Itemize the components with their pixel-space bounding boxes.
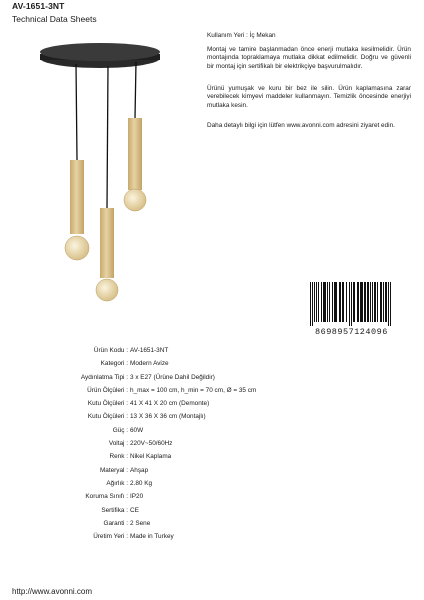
spec-value: 3 x E27 (Ürüne Dahil Değildir) — [130, 373, 215, 381]
spec-label: Koruma Sınıfı : — [85, 493, 128, 501]
spec-label: Kategori : — [100, 360, 128, 368]
spec-value: 41 X 41 X 20 cm (Demonte) — [130, 400, 210, 408]
barcode-bar — [377, 282, 378, 322]
spec-row — [30, 371, 256, 384]
usage-location: Kullanım Yeri : İç Mekan — [207, 32, 276, 39]
barcode-bar — [318, 282, 319, 322]
spec-value: Ahşap — [130, 466, 149, 474]
spec-label: Materyal : — [99, 466, 128, 474]
cord-left — [76, 64, 77, 160]
barcode-bar — [374, 282, 376, 322]
barcode-bar — [310, 282, 311, 326]
barcode-bar — [329, 282, 330, 322]
spec-row — [30, 504, 256, 517]
spec-label: Kutu Ölçüleri : — [87, 413, 128, 421]
spec-row — [30, 410, 256, 423]
wood-tube-left — [70, 160, 84, 234]
spec-row — [30, 530, 256, 543]
barcode-bar — [388, 282, 389, 326]
barcode-bar — [339, 282, 341, 322]
barcode-bar — [351, 282, 352, 326]
spec-row — [30, 517, 256, 530]
barcode-bar — [323, 282, 326, 322]
spec-value: 2.80 Kg — [130, 479, 153, 487]
barcode-bar — [342, 282, 344, 322]
spec-value: 220V~50/60Hz — [130, 440, 173, 448]
document-subtitle: Technical Data Sheets — [12, 14, 97, 24]
barcode-bar — [367, 282, 369, 322]
barcode-bar — [360, 282, 363, 322]
spec-row — [30, 477, 256, 490]
spec-value: AV-1651-3NT — [130, 347, 169, 354]
bulb-right — [124, 189, 146, 211]
footer-url[interactable]: http://www.avonni.com — [12, 587, 93, 596]
spec-row — [30, 437, 256, 450]
barcode-bar — [346, 282, 347, 322]
spec-label: Ürün Kodu : — [93, 347, 128, 354]
bulb-middle — [96, 279, 118, 301]
wood-tube-middle — [100, 208, 114, 278]
spec-label: Güç : — [112, 426, 128, 434]
cleaning-instructions: Ürünü yumuşak ve kuru bir bez ile silin. Ürün kaplamasına zarar verebilecek kimyevi maddeler kullanmayın. Temizlik öncesinde enerjiyi mutlaka kesin. — [207, 85, 411, 109]
spec-value: h_max = 100 cm, h_min = 70 cm, Ø = 35 cm — [130, 386, 257, 394]
barcode-bar — [383, 282, 384, 322]
spec-label: Ağırlık : — [106, 479, 128, 487]
barcode-bar — [385, 282, 387, 322]
spec-value: 60W — [130, 426, 144, 434]
spec-value: Made in Turkey — [130, 533, 174, 541]
spec-row — [30, 450, 256, 463]
barcode-bar — [364, 282, 366, 322]
barcode-bar — [314, 282, 315, 322]
wood-tube-right — [128, 118, 142, 190]
barcode-bar — [321, 282, 322, 322]
more-info-text: Daha detaylı bilgi için lütfen www.avonni.com adresini ziyaret edin. — [207, 122, 395, 129]
spec-row — [30, 384, 256, 397]
barcode — [308, 282, 412, 326]
spec-label: Voltaj : — [108, 440, 128, 448]
spec-table — [30, 344, 256, 543]
spec-label: Sertifika : — [101, 506, 128, 514]
barcode-bar — [380, 282, 382, 322]
installation-warning: Montaj ve tamire başlanmadan önce enerji mutlaka kesilmelidir. Ürün montajında topraklamaya mutlaka dikkat edilmelidir. Doğru ve güvenli bir montaj için sertifikalı bir elektrikçiye başvurulmalıdır. — [207, 46, 411, 70]
spec-label: Aydınlatma Tipi : — [80, 373, 128, 381]
barcode-digits: 8698957124096 — [315, 327, 388, 337]
bulb-left — [65, 236, 89, 260]
barcode-bar — [327, 282, 328, 322]
barcode-bar — [312, 282, 313, 326]
cord-middle — [107, 66, 108, 208]
barcode-bar — [370, 282, 371, 322]
spec-value: Modern Avize — [130, 360, 169, 368]
spec-value: Nikel Kaplama — [130, 453, 172, 461]
spec-row — [30, 357, 256, 370]
cord-right — [135, 62, 136, 118]
spec-value: CE — [130, 506, 139, 514]
barcode-bar — [372, 282, 373, 322]
spec-row — [30, 490, 256, 503]
barcode-bar — [353, 282, 355, 322]
spec-row — [30, 424, 256, 437]
spec-row — [30, 397, 256, 410]
spec-value: 2 Sene — [130, 519, 151, 527]
spec-value: 13 X 36 X 36 cm (Montajlı) — [130, 413, 206, 421]
spec-label: Garanti : — [103, 519, 128, 527]
spec-value: IP20 — [130, 493, 144, 501]
barcode-bar — [349, 282, 350, 326]
barcode-bar — [334, 282, 337, 322]
spec-label: Renk : — [109, 453, 128, 461]
pendant-lamp-illustration — [28, 40, 178, 310]
barcode-bar — [316, 282, 317, 322]
model-code-heading: AV-1651-3NT — [12, 1, 65, 11]
spec-label: Üretim Yeri : — [93, 533, 128, 541]
barcode-bar — [390, 282, 391, 326]
spec-row — [30, 344, 256, 357]
barcode-bar — [332, 282, 333, 322]
spec-label: Kutu Ölçüleri : — [87, 400, 128, 408]
spec-row — [30, 464, 256, 477]
barcode-bar — [357, 282, 359, 322]
spec-label: Ürün Ölçüleri : — [87, 386, 128, 394]
